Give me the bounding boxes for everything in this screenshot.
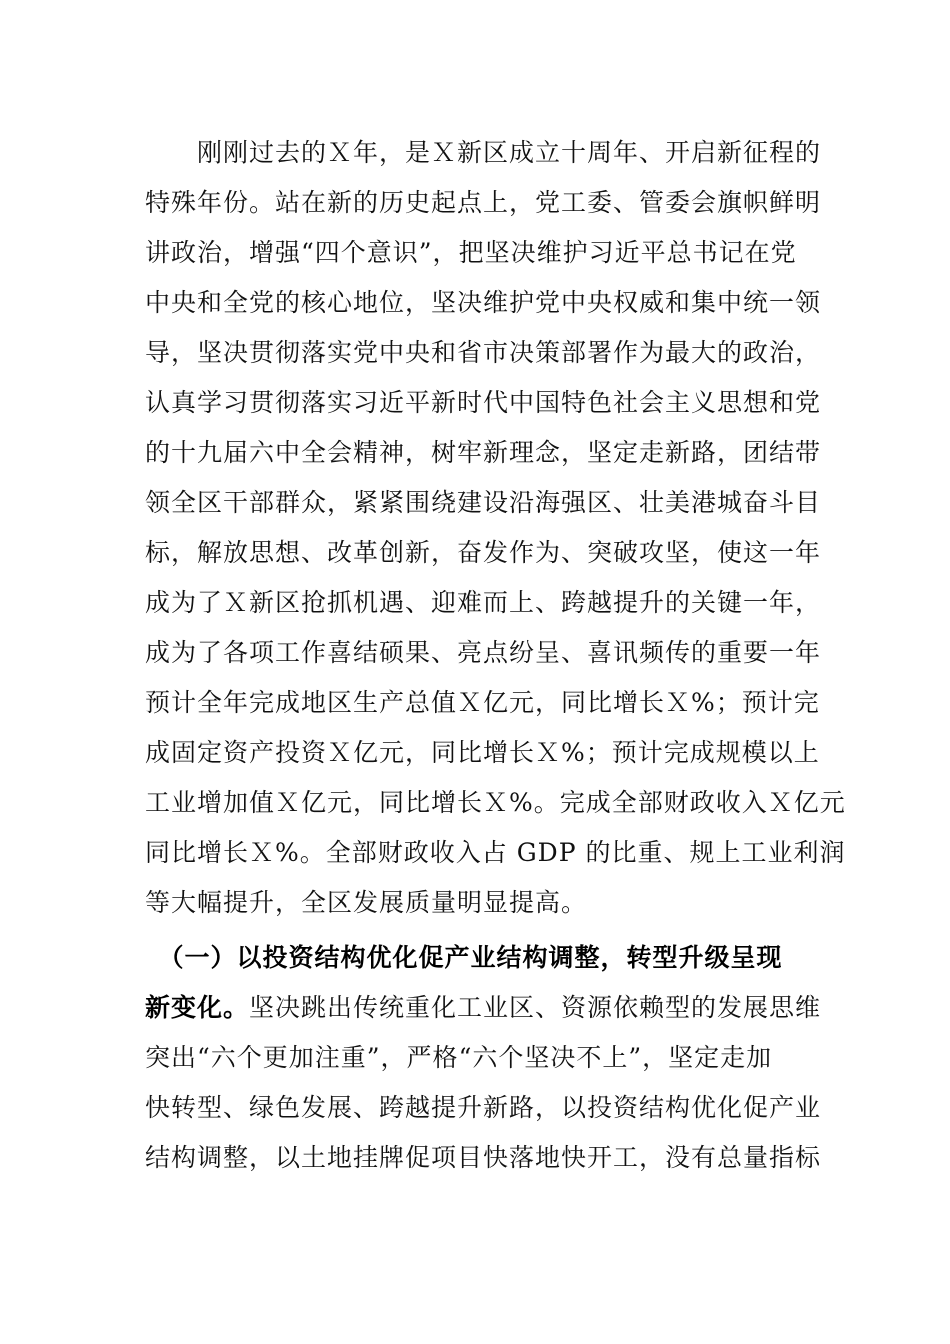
paragraph-2-line-3: 突出“六个更加注重”，严格“六个坚决不上”，坚定走加 — [145, 1043, 773, 1072]
paragraph-1-line-13: 成固定资产投资Ｘ亿元，同比增长Ｘ%；预计完成规模以上 — [145, 738, 820, 767]
paragraph-1-line-8: 领全区干部群众，紧紧围绕建设沿海强区、壮美港城奋斗目 — [145, 488, 822, 517]
paragraph-1-line-6: 认真学习贯彻落实习近平新时代中国特色社会主义思想和党 — [145, 388, 822, 417]
paragraph-2-line-2-text: 坚决跳出传统重化工业区、资源依赖型的发展思维 — [249, 993, 822, 1022]
paragraph-1-line-5: 导，坚决贯彻落实党中央和省市决策部署作为最大的政治， — [145, 338, 822, 367]
paragraph-1-line-16: 等大幅提升，全区发展质量明显提高。 — [145, 888, 588, 917]
paragraph-2-line-2 — [145, 993, 821, 1023]
paragraph-1-line-15: 同比增长Ｘ%。全部财政收入占 GDP 的比重、规上工业利润 — [145, 838, 846, 867]
section-heading-line-1: （一）以投资结构优化促产业结构调整，转型升级呈现 — [145, 943, 783, 972]
paragraph-1-line-12: 预计全年完成地区生产总值Ｘ亿元，同比增长Ｘ%；预计完 — [145, 688, 820, 717]
paragraph-1-line-3: 讲政治，增强“四个意识”，把坚决维护习近平总书记在党 — [145, 238, 797, 267]
paragraph-1-line-10: 成为了Ｘ新区抢抓机遇、迎难而上、跨越提升的关键一年， — [145, 588, 822, 617]
paragraph-2-line-4: 快转型、绿色发展、跨越提升新路，以投资结构优化促产业 — [145, 1093, 822, 1122]
paragraph-1-line-2: 特殊年份。站在新的历史起点上，党工委、管委会旗帜鲜明 — [145, 188, 822, 217]
paragraph-1-line-14: 工业增加值Ｘ亿元，同比增长Ｘ%。完成全部财政收入Ｘ亿元 — [145, 788, 846, 817]
paragraph-1-line-9: 标，解放思想、改革创新，奋发作为、突破攻坚，使这一年 — [145, 538, 822, 567]
paragraph-1-line-11: 成为了各项工作喜结硕果、亮点纷呈、喜讯频传的重要一年 — [145, 638, 822, 667]
paragraph-1-line-4: 中央和全党的核心地位，坚决维护党中央权威和集中统一领 — [145, 288, 822, 317]
paragraph-2-line-5: 结构调整，以土地挂牌促项目快落地快开工，没有总量指标 — [145, 1143, 822, 1172]
section-heading-tail: 新变化。 — [145, 993, 250, 1022]
paragraph-1-line-1: 刚刚过去的Ｘ年，是Ｘ新区成立十周年、开启新征程的 — [145, 138, 822, 167]
paragraph-1-line-7: 的十九届六中全会精神，树牢新理念，坚定走新路，团结带 — [145, 438, 822, 467]
